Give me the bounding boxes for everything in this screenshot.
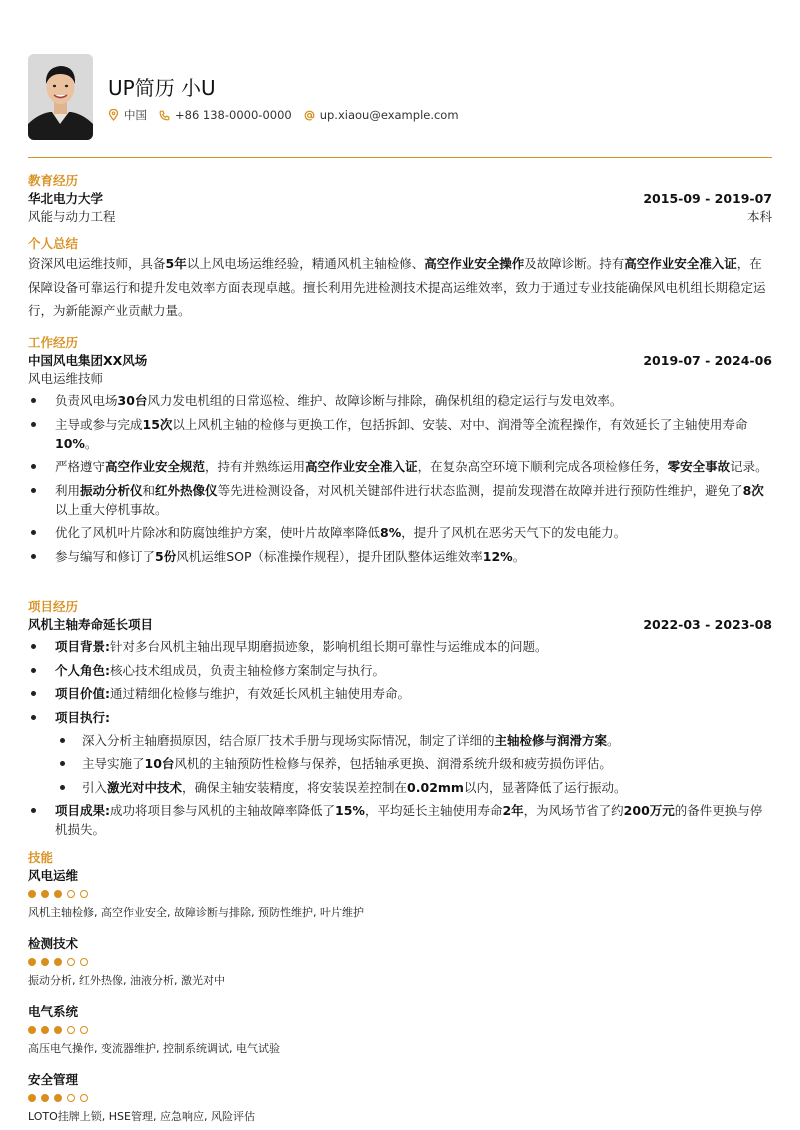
location-text: 中国 xyxy=(124,108,147,122)
skill-level-dot xyxy=(41,1094,49,1102)
skill-level-dot xyxy=(54,958,62,966)
skill-level-dot xyxy=(67,1094,75,1102)
list-item: 深入分析主轴磨损原因，结合原厂技术手册与现场实际情况，制定了详细的主轴检修与润滑方案。 xyxy=(55,731,772,750)
list-item: 项目背景:针对多台风机主轴出现早期磨损迹象，影响机组长期可靠性与运维成本的问题。 xyxy=(28,637,772,656)
section-title-education: 教育经历 xyxy=(28,173,79,188)
email-item xyxy=(304,108,459,122)
phone-icon xyxy=(159,110,170,121)
skill-name: 安全管理 xyxy=(28,1072,79,1087)
skill-level-rating xyxy=(28,890,772,898)
list-item: 利用振动分析仪和红外热像仪等先进检测设备，对风机关键部件进行状态监测，提前发现潜在故障并进行预防性维护，避免了8次以上重大停机事故。 xyxy=(28,481,772,519)
summary-section xyxy=(28,234,772,323)
skill-level-dot xyxy=(41,958,49,966)
skill-level-dot xyxy=(54,1094,62,1102)
list-item: 负责风电场30台风力发电机组的日常巡检、维护、故障诊断与排除，确保机组的稳定运行与发电效率。 xyxy=(28,391,772,410)
skill-item xyxy=(28,866,772,920)
project-exec-list xyxy=(55,731,772,797)
list-item: 主导或参与完成15次以上风机主轴的检修与更换工作，包括拆卸、安装、对中、润滑等全流程操作，有效延长了主轴使用寿命10%。 xyxy=(28,415,772,453)
skill-item xyxy=(28,1070,772,1124)
skill-detail: 风机主轴检修, 高空作业安全, 故障诊断与排除, 预防性维护, 叶片维护 xyxy=(28,906,364,919)
location-item xyxy=(108,107,147,123)
skill-level-dot xyxy=(80,890,88,898)
work-role: 风电运维技师 xyxy=(28,371,104,386)
avatar xyxy=(28,54,93,140)
education-degree: 本科 xyxy=(746,209,772,224)
list-item: 项目价值:通过精细化检修与维护，有效延长风机主轴使用寿命。 xyxy=(28,684,772,703)
skill-level-dot xyxy=(80,958,88,966)
contact-row xyxy=(108,107,471,123)
list-item: 项目执行: 深入分析主轴磨损原因，结合原厂技术手册与现场实际情况，制定了详细的主轴检修与润滑方案。 主导实施了10台风机的主轴预防性检修与保养，包括轴承更换、润滑系统升级和疲劳损伤评估。 引入激光对中技术，确保主轴安装精度，将安装误差控制在0.02mm以内，显著降低了运行振动。 xyxy=(28,708,772,797)
skill-level-rating xyxy=(28,1094,772,1102)
skills-section xyxy=(28,848,772,1124)
school-name: 华北电力大学 xyxy=(28,191,104,206)
skills-list xyxy=(28,866,772,1124)
skill-level-dot xyxy=(80,1026,88,1034)
candidate-name: UP简历 小U xyxy=(108,76,216,100)
skill-level-dot xyxy=(41,1026,49,1034)
skill-level-dot xyxy=(54,1026,62,1034)
project-section xyxy=(28,597,772,844)
skill-level-rating xyxy=(28,958,772,966)
project-name: 风机主轴寿命延长项目 xyxy=(28,617,154,632)
summary-text: 资深风电运维技师，具备5年以上风电场运维经验，精通风机主轴检修、高空作业安全操作及故障诊断。持有高空作业安全准入证，在保障设备可靠运行和提升发电效率方面表现卓越。擅长利用先进检测技术提高运维效率，致力于通过专业技能确保风电机组长期稳定运行，为新能源产业贡献力量。 xyxy=(28,256,766,318)
skill-level-dot xyxy=(54,890,62,898)
skill-level-dot xyxy=(28,890,36,898)
section-title-work: 工作经历 xyxy=(28,335,79,350)
skill-level-dot xyxy=(80,1094,88,1102)
skill-level-dot xyxy=(41,890,49,898)
list-item: 严格遵守高空作业安全规范，持有并熟练运用高空作业安全准入证，在复杂高空环境下顺利完成各项检修任务，零安全事故记录。 xyxy=(28,457,772,476)
avatar-photo xyxy=(28,54,93,140)
email-text[interactable]: up.xiaou@example.com xyxy=(319,108,459,122)
skill-level-dot xyxy=(28,1026,36,1034)
location-pin-icon xyxy=(108,109,119,121)
section-title-project: 项目经历 xyxy=(28,599,79,614)
work-bullets xyxy=(28,391,772,566)
phone-text: +86 138-0000-0000 xyxy=(175,108,292,122)
list-item: 项目成果:成功将项目参与风机的主轴故障率降低了15%，平均延长主轴使用寿命2年，为风场节省了约200万元的备件更换与停机损失。 xyxy=(28,801,772,839)
skill-level-dot xyxy=(28,1094,36,1102)
project-dates: 2022-03 - 2023-08 xyxy=(643,617,772,632)
skill-item xyxy=(28,934,772,988)
list-item: 参与编写和修订了5份风机运维SOP（标准操作规程），提升团队整体运维效率12%。 xyxy=(28,547,772,566)
skill-level-dot xyxy=(28,958,36,966)
work-section xyxy=(28,333,772,570)
project-bullets xyxy=(28,637,772,839)
skill-name: 风电运维 xyxy=(28,868,79,883)
education-section xyxy=(28,171,772,225)
skill-detail: LOTO挂牌上锁, HSE管理, 应急响应, 风险评估 xyxy=(28,1110,255,1123)
list-item: 引入激光对中技术，确保主轴安装精度，将安装误差控制在0.02mm以内，显著降低了运行振动。 xyxy=(55,778,772,797)
list-item: 个人角色:核心技术组成员，负责主轴检修方案制定与执行。 xyxy=(28,661,772,680)
skill-name: 电气系统 xyxy=(28,1004,79,1019)
skill-level-dot xyxy=(67,890,75,898)
skill-name: 检测技术 xyxy=(28,936,79,951)
phone-item xyxy=(159,108,292,122)
education-dates: 2015-09 - 2019-07 xyxy=(643,191,772,206)
section-title-skills: 技能 xyxy=(28,850,54,865)
company-name: 中国风电集团XX风场 xyxy=(28,353,148,368)
at-sign-icon xyxy=(304,110,315,121)
skill-level-dot xyxy=(67,1026,75,1034)
education-major: 风能与动力工程 xyxy=(28,209,116,224)
work-dates: 2019-07 - 2024-06 xyxy=(643,353,772,368)
section-title-summary: 个人总结 xyxy=(28,236,79,251)
list-item: 主导实施了10台风机的主轴预防性检修与保养，包括轴承更换、润滑系统升级和疲劳损伤评估。 xyxy=(55,754,772,773)
skill-detail: 高压电气操作, 变流器维护, 控制系统调试, 电气试验 xyxy=(28,1042,280,1055)
resume-header xyxy=(28,54,772,144)
skill-item xyxy=(28,1002,772,1056)
header-divider xyxy=(28,157,772,158)
skill-level-rating xyxy=(28,1026,772,1034)
skill-level-dot xyxy=(67,958,75,966)
skill-detail: 振动分析, 红外热像, 油液分析, 激光对中 xyxy=(28,974,225,987)
list-item: 优化了风机叶片除冰和防腐蚀维护方案，使叶片故障率降低8%，提升了风机在恶劣天气下的发电能力。 xyxy=(28,523,772,542)
